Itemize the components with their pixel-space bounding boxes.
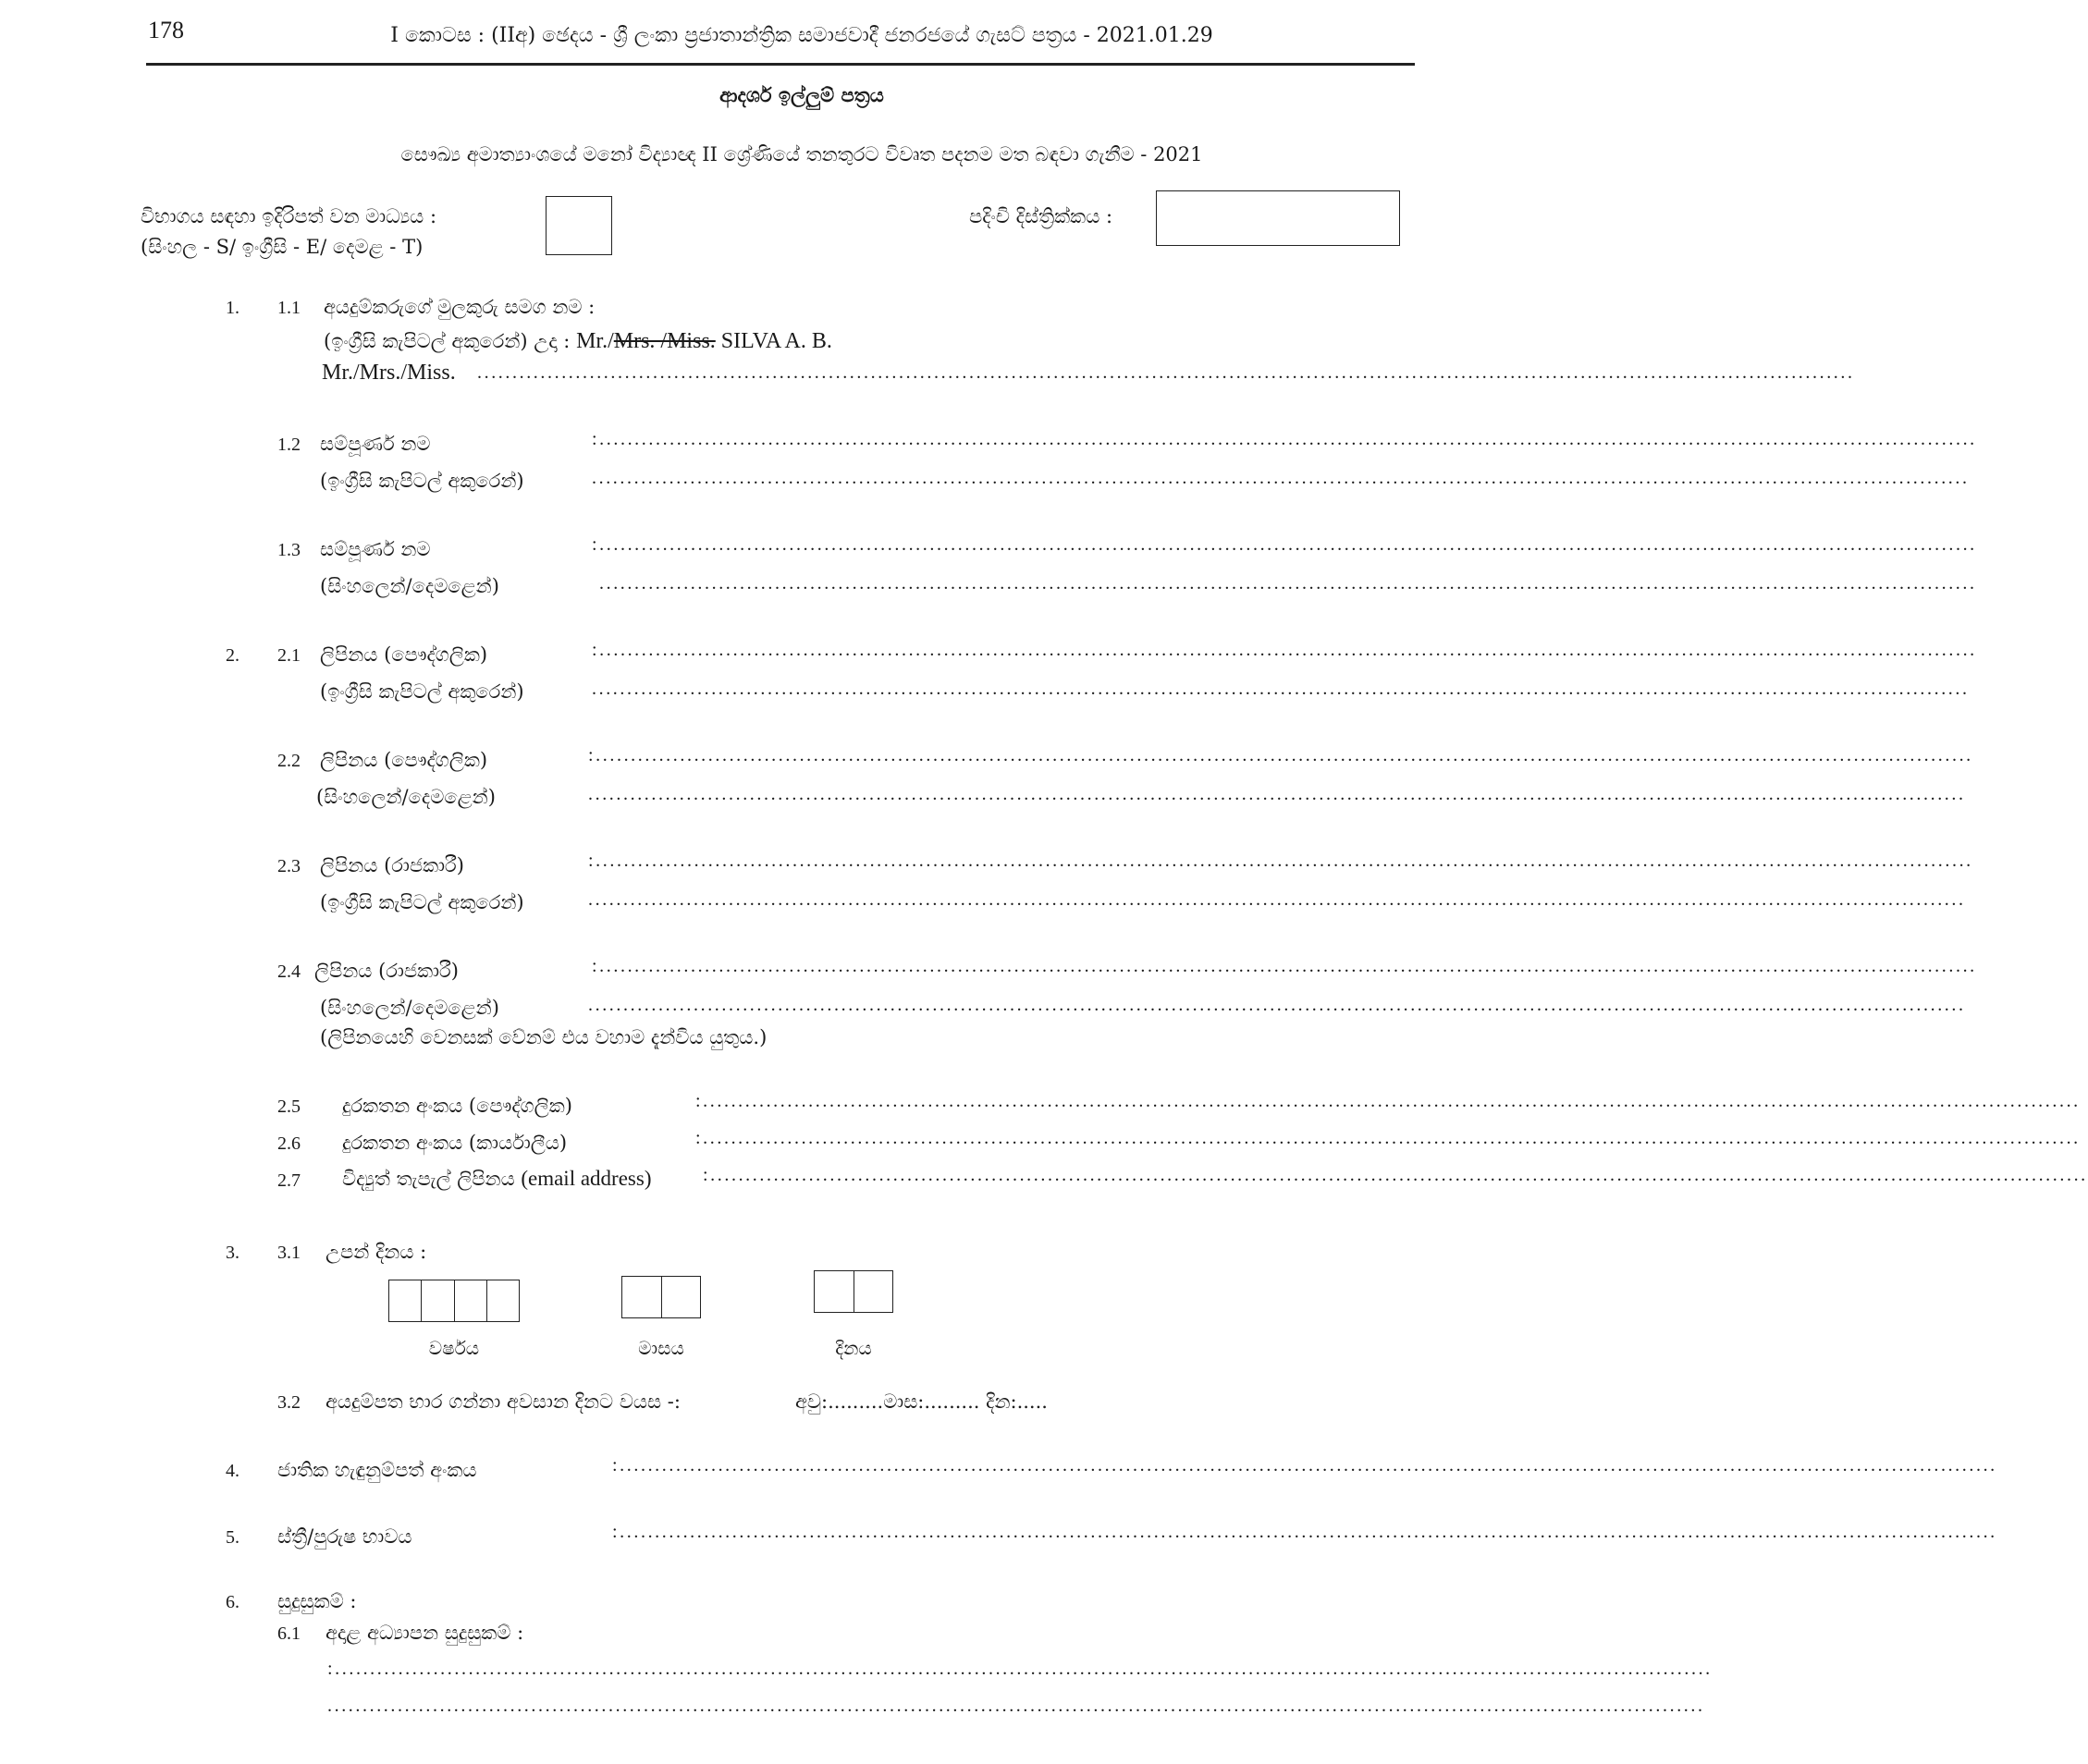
section-2-number: 2.	[226, 645, 240, 666]
item-1-1-number: 1.1	[277, 298, 301, 318]
item-2-4-number: 2.4	[277, 962, 301, 982]
full-name-english-hint: (ඉංග්‍රීසි කැපිටල් අකුරෙන්)	[320, 470, 524, 492]
item-2-3-number: 2.3	[277, 856, 301, 876]
gazette-header: I කොටස : (IIඅ) ඡෙදය - ශ්‍රී ලංකා ප්‍රජාතාන්ත්‍රික සමාජවාදී ජනරජයේ ගැසට් පත්‍රය - 2021.01.29	[390, 24, 1213, 47]
gender-field[interactable]	[612, 1522, 1997, 1543]
item-6-1-number: 6.1	[277, 1623, 301, 1644]
dots: ....................................................................................................................................................................................................	[599, 534, 1977, 555]
private-address-english-hint: (ඉංග්‍රීසි කැපිටල් අකුරෙන්)	[320, 680, 524, 703]
colon: :	[592, 956, 600, 976]
colon: :	[612, 1522, 620, 1542]
private-address-label-2: ලිපිනය (පෞද්ගලික)	[320, 749, 488, 771]
section-1-number: 1.	[226, 298, 240, 318]
dots: ....................................................................................................................................................................................................	[599, 640, 1977, 660]
item-2-5-number: 2.5	[277, 1096, 301, 1117]
nic-field[interactable]	[612, 1455, 1997, 1476]
colon: :	[612, 1455, 620, 1476]
dots: ....................................................................................................................................................................................................	[710, 1165, 2088, 1185]
private-phone-field[interactable]	[695, 1091, 2081, 1112]
title-prefix: Mr./Mrs./Miss.	[322, 361, 456, 385]
colon: :	[695, 1128, 704, 1148]
private-address-english-field-line2[interactable]: ....................................................................................................................................................................................................	[592, 679, 1970, 699]
colon: :	[592, 640, 600, 660]
name-example-hint: (ඉංග්‍රීසි කැපිටල් අකුරෙන්) උදා :	[324, 330, 577, 352]
age-label: අයදුම්පත භාර ගන්නා අවසාන දිනට වයස -:	[325, 1390, 681, 1413]
section-5-number: 5.	[226, 1527, 240, 1548]
private-address-sinhala-field[interactable]	[588, 745, 1973, 766]
form-title: ආදර්ශ ඉල්ලුම් පත්‍රය	[719, 83, 884, 106]
colon: :	[695, 1091, 704, 1111]
item-3-2-number: 3.2	[277, 1392, 301, 1413]
example-title-mr: Mr./	[576, 329, 614, 353]
full-name-english-field-line2[interactable]: ....................................................................................................................................................................................................	[592, 468, 1970, 488]
dots: ....................................................................................................................................................................................................	[703, 1128, 2081, 1148]
private-address-label: ලිපිනය (පෞද්ගලික)	[320, 643, 488, 666]
nic-label: ජාතික හැඳුනුම්පත් අංකය	[277, 1459, 477, 1481]
full-name-label: සම්පූර්ණ නම	[320, 433, 431, 455]
email-field[interactable]	[703, 1165, 2088, 1186]
item-2-6-number: 2.6	[277, 1133, 301, 1154]
example-title-struck: Mrs. /Miss.	[613, 329, 716, 353]
dots: ....................................................................................................................................................................................................	[620, 1455, 1997, 1476]
dots: ....................................................................................................................................................................................................	[599, 429, 1977, 449]
section-6-number: 6.	[226, 1592, 240, 1612]
office-phone-label: දුරකතන අංකය (කාර්යාලීය)	[342, 1132, 568, 1154]
district-input-box[interactable]	[1156, 190, 1400, 246]
private-address-sinhala-field-line2[interactable]: ....................................................................................................................................................................................................	[588, 784, 1966, 804]
full-name-label-2: සම්පූර්ණ නම	[320, 538, 431, 560]
colon: :	[588, 745, 596, 766]
official-address-sinhala-field-line2[interactable]: ....................................................................................................................................................................................................	[588, 995, 1966, 1015]
header-rule	[146, 63, 1415, 66]
section-3-number: 3.	[226, 1243, 240, 1263]
official-address-english-field[interactable]	[588, 851, 1973, 872]
dots: ....................................................................................................................................................................................................	[596, 851, 1973, 871]
item-3-1-number: 3.1	[277, 1243, 301, 1263]
form-subtitle: සෞඛ්‍ය අමාත්‍යාංශයේ මනෝ විද්‍යාඥ II ශ්‍රේණියේ තනතුරට විවෘත පදනම මත බඳවා ගැනීම - 2021	[400, 143, 1203, 165]
district-label: පදිංචි දිස්ත්‍රික්කය :	[969, 205, 1113, 227]
year-caption: වර්ෂය	[428, 1337, 480, 1359]
email-label	[342, 1167, 651, 1191]
page-number: 178	[148, 17, 184, 43]
official-address-sinhala-field[interactable]	[592, 956, 1977, 977]
item-1-2-number: 1.2	[277, 435, 301, 455]
medium-options: (සිංහල - S/ ඉංග්‍රීසි - E/ දෙමළ - T)	[141, 236, 424, 258]
name-example	[324, 329, 832, 354]
dots: ....................................................................................................................................................................................................	[335, 1659, 1713, 1679]
education-qualifications-field-line2[interactable]: ....................................................................................................................................................................................................	[327, 1696, 1705, 1716]
official-address-label: ලිපිනය (රාජකාරී)	[320, 854, 464, 876]
age-values[interactable]: අවු:.........මාස:......... දින:.....	[795, 1390, 1048, 1413]
item-2-7-number: 2.7	[277, 1170, 301, 1191]
private-phone-label: දුරකතන අංකය (පෞද්ගලික)	[342, 1095, 572, 1117]
official-address-label-2: ලිපිනය (රාජකාරී)	[314, 960, 459, 982]
item-2-2-number: 2.2	[277, 751, 301, 771]
section-4-number: 4.	[226, 1461, 240, 1481]
email-label-en: (email address)	[521, 1167, 652, 1190]
official-address-english-field-line2[interactable]: ....................................................................................................................................................................................................	[588, 889, 1966, 910]
colon: :	[588, 851, 596, 871]
full-name-sinhala-field[interactable]	[592, 534, 1977, 556]
item-2-1-number: 2.1	[277, 645, 301, 666]
full-name-english-field[interactable]	[592, 429, 1977, 450]
medium-label: විභාගය සඳහා ඉදිරිපත් වන මාධ්‍යය :	[141, 205, 437, 227]
colon: :	[703, 1165, 711, 1185]
dob-year-boxes[interactable]	[388, 1280, 520, 1322]
gender-label: ස්ත්‍රී/පුරුෂ භාවය	[277, 1525, 412, 1548]
official-address-english-hint: (ඉංග්‍රීසි කැපිටල් අකුරෙන්)	[320, 891, 524, 913]
private-address-english-field[interactable]	[592, 640, 1977, 661]
dots: ....................................................................................................................................................................................................	[599, 956, 1977, 976]
education-qualifications-label: අදාළ අධ්‍යාපන සුදුසුකම් :	[325, 1622, 524, 1644]
item-1-3-number: 1.3	[277, 540, 301, 560]
dob-label: උපන් දිනය :	[325, 1241, 427, 1263]
name-with-initials-field[interactable]: ....................................................................................................................................................................................................	[477, 362, 1855, 383]
dots: ....................................................................................................................................................................................................	[596, 745, 1973, 766]
qualifications-label: සුදුසුකම් :	[277, 1590, 357, 1612]
colon: :	[592, 429, 600, 449]
private-address-sinhala-hint: (සිංහලෙන්/දෙමළෙන්)	[316, 786, 496, 808]
full-name-sinhala-field-line2[interactable]: ....................................................................................................................................................................................................	[599, 573, 1977, 594]
dots: ....................................................................................................................................................................................................	[620, 1522, 1997, 1542]
month-caption: මාසය	[638, 1337, 684, 1359]
name-with-initials-label: අයදුම්කරුගේ මුලකුරු සමග නම :	[324, 296, 596, 318]
day-caption: දිනය	[835, 1337, 872, 1359]
example-name: SILVA A. B.	[715, 329, 832, 353]
medium-input-box[interactable]	[546, 196, 612, 255]
dob-month-boxes[interactable]	[621, 1276, 701, 1318]
full-name-sinhala-hint: (සිංහලෙන්/දෙමළෙන්)	[320, 575, 499, 597]
dots: ....................................................................................................................................................................................................	[703, 1091, 2081, 1111]
email-label-si: විද්‍යුත් තැපැල් ලිපිනය	[342, 1168, 522, 1190]
official-address-sinhala-hint: (සිංහලෙන්/දෙමළෙන්)	[320, 997, 499, 1019]
education-qualifications-field[interactable]	[327, 1659, 1713, 1680]
office-phone-field[interactable]	[695, 1128, 2081, 1149]
dob-day-boxes[interactable]	[814, 1270, 893, 1313]
address-change-note: (ලිපිනයෙහි වෙනසක් වේනම් එය වහාම දැන්විය යුතුය.)	[320, 1026, 768, 1048]
colon: :	[327, 1659, 336, 1679]
colon: :	[592, 534, 600, 555]
